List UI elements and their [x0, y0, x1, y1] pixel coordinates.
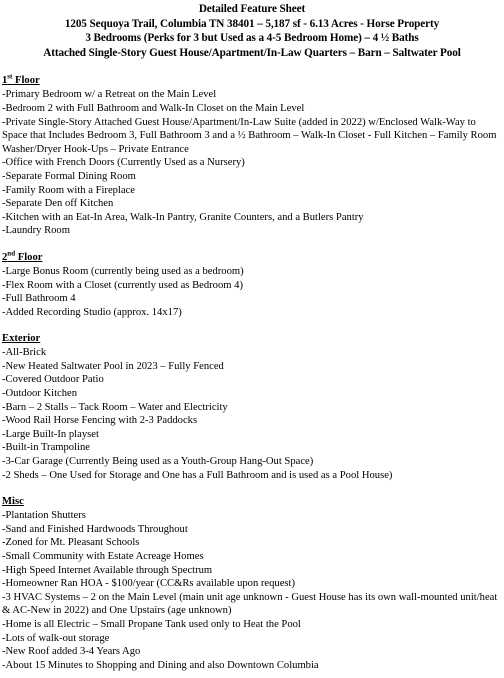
list-item: -Added Recording Studio (approx. 14x17) — [2, 306, 182, 318]
exterior-list — [2, 346, 502, 482]
first-floor-heading: 1st Floor — [2, 72, 40, 87]
document-title: Detailed Feature Sheet — [198, 3, 306, 15]
list-item: -New Heated Saltwater Pool in 2023 – Fully Fenced — [2, 360, 224, 372]
list-item: -Full Bathroom 4 — [2, 293, 76, 305]
list-item: -Lots of walk-out storage — [2, 632, 110, 644]
bedroom-bath-summary-line: 3 Bedrooms (Perks for 3 but Used as a 4-5 Bedroom Home) – 4 ½ Baths — [85, 32, 419, 45]
misc-list — [2, 509, 502, 672]
list-item: -Plantation Shutters — [2, 510, 86, 522]
second-floor-section — [2, 251, 502, 319]
second-floor-heading: 2nd Floor — [2, 249, 43, 263]
list-item: -Zoned for Mt. Pleasant Schools — [2, 537, 140, 549]
misc-heading: Misc — [2, 496, 24, 508]
list-item: -3 HVAC Systems – 2 on the Main Level (main unit age unknown - Guest House has its own wall-mounted unit/heat & AC-New in 2022) and One Upstairs (age unknown) — [2, 591, 498, 617]
list-item: -Sand and Finished Hardwoods Throughout — [2, 523, 188, 535]
list-item: -3-Car Garage (Currently Being used as a Youth-Group Hang-Out Space) — [2, 456, 314, 468]
list-item: -Family Room with a Fireplace — [2, 184, 135, 196]
list-item: -Covered Outdoor Patio — [2, 374, 104, 386]
list-item: -Outdoor Kitchen — [2, 388, 78, 400]
list-item: -Barn – 2 Stalls – Tack Room – Water and Electricity — [2, 401, 228, 413]
list-item: -All-Brick — [2, 347, 47, 359]
list-item: -Private Single-Story Attached Guest House/Apartment/In-Law Suite (added in 2022) w/Enclosed Walk-Way to Space that Includes Bedroom 3, Full Bathroom 3 and a ½ Bathroom – Walk-In Closet - Full Kitchen – Family Room Washer/Dryer Hook-Ups – Private Entrance — [2, 116, 497, 155]
list-item: -Large Built-In playset — [2, 428, 99, 440]
list-item: -Wood Rail Horse Fencing with 2-3 Paddocks — [2, 415, 198, 427]
first-floor-list — [2, 88, 502, 238]
property-summary-line: 1205 Sequoya Trail, Columbia TN 38401 – 5,187 sf - 6.13 Acres - Horse Property — [64, 17, 440, 30]
list-item: -Bedroom 2 with Full Bathroom and Walk-In Closet on the Main Level — [2, 102, 305, 114]
list-item: -Flex Room with a Closet (currently used as Bedroom 4) — [2, 279, 243, 291]
list-item: -Primary Bedroom w/ a Retreat on the Main Level — [2, 89, 217, 101]
amenities-summary-line: Attached Single-Story Guest House/Apartment/In-Law Quarters – Barn – Saltwater Pool — [43, 46, 461, 59]
list-item: -High Speed Internet Available through Spectrum — [2, 564, 213, 576]
exterior-heading: Exterior — [2, 333, 41, 345]
list-item: -Separate Formal Dining Room — [2, 170, 136, 182]
list-item: -Separate Den off Kitchen — [2, 198, 114, 210]
list-item: -Kitchen with an Eat-In Area, Walk-In Pantry, Granite Counters, and a Butlers Pantry — [2, 211, 364, 223]
second-floor-list — [2, 265, 502, 319]
document-header — [2, 2, 502, 60]
list-item: -About 15 Minutes to Shopping and Dining and also Downtown Columbia — [2, 659, 319, 671]
list-item: -Built-in Trampoline — [2, 442, 90, 454]
first-floor-section — [2, 74, 502, 238]
exterior-section — [2, 332, 502, 482]
list-item: -Large Bonus Room (currently being used as a bedroom) — [2, 265, 244, 277]
list-item: -Office with French Doors (Currently Used as a Nursery) — [2, 157, 245, 169]
list-item: -Home is all Electric – Small Propane Tank used only to Heat the Pool — [2, 618, 301, 630]
list-item: -Homeowner Ran HOA - $100/year (CC&Rs available upon request) — [2, 578, 296, 590]
list-item: -Laundry Room — [2, 225, 70, 237]
list-item: -Small Community with Estate Acreage Homes — [2, 551, 204, 562]
list-item: -2 Sheds – One Used for Storage and One has a Full Bathroom and is used as a Pool House) — [2, 469, 393, 481]
misc-section — [2, 495, 502, 672]
list-item: -New Roof added 3-4 Years Ago — [2, 646, 141, 658]
